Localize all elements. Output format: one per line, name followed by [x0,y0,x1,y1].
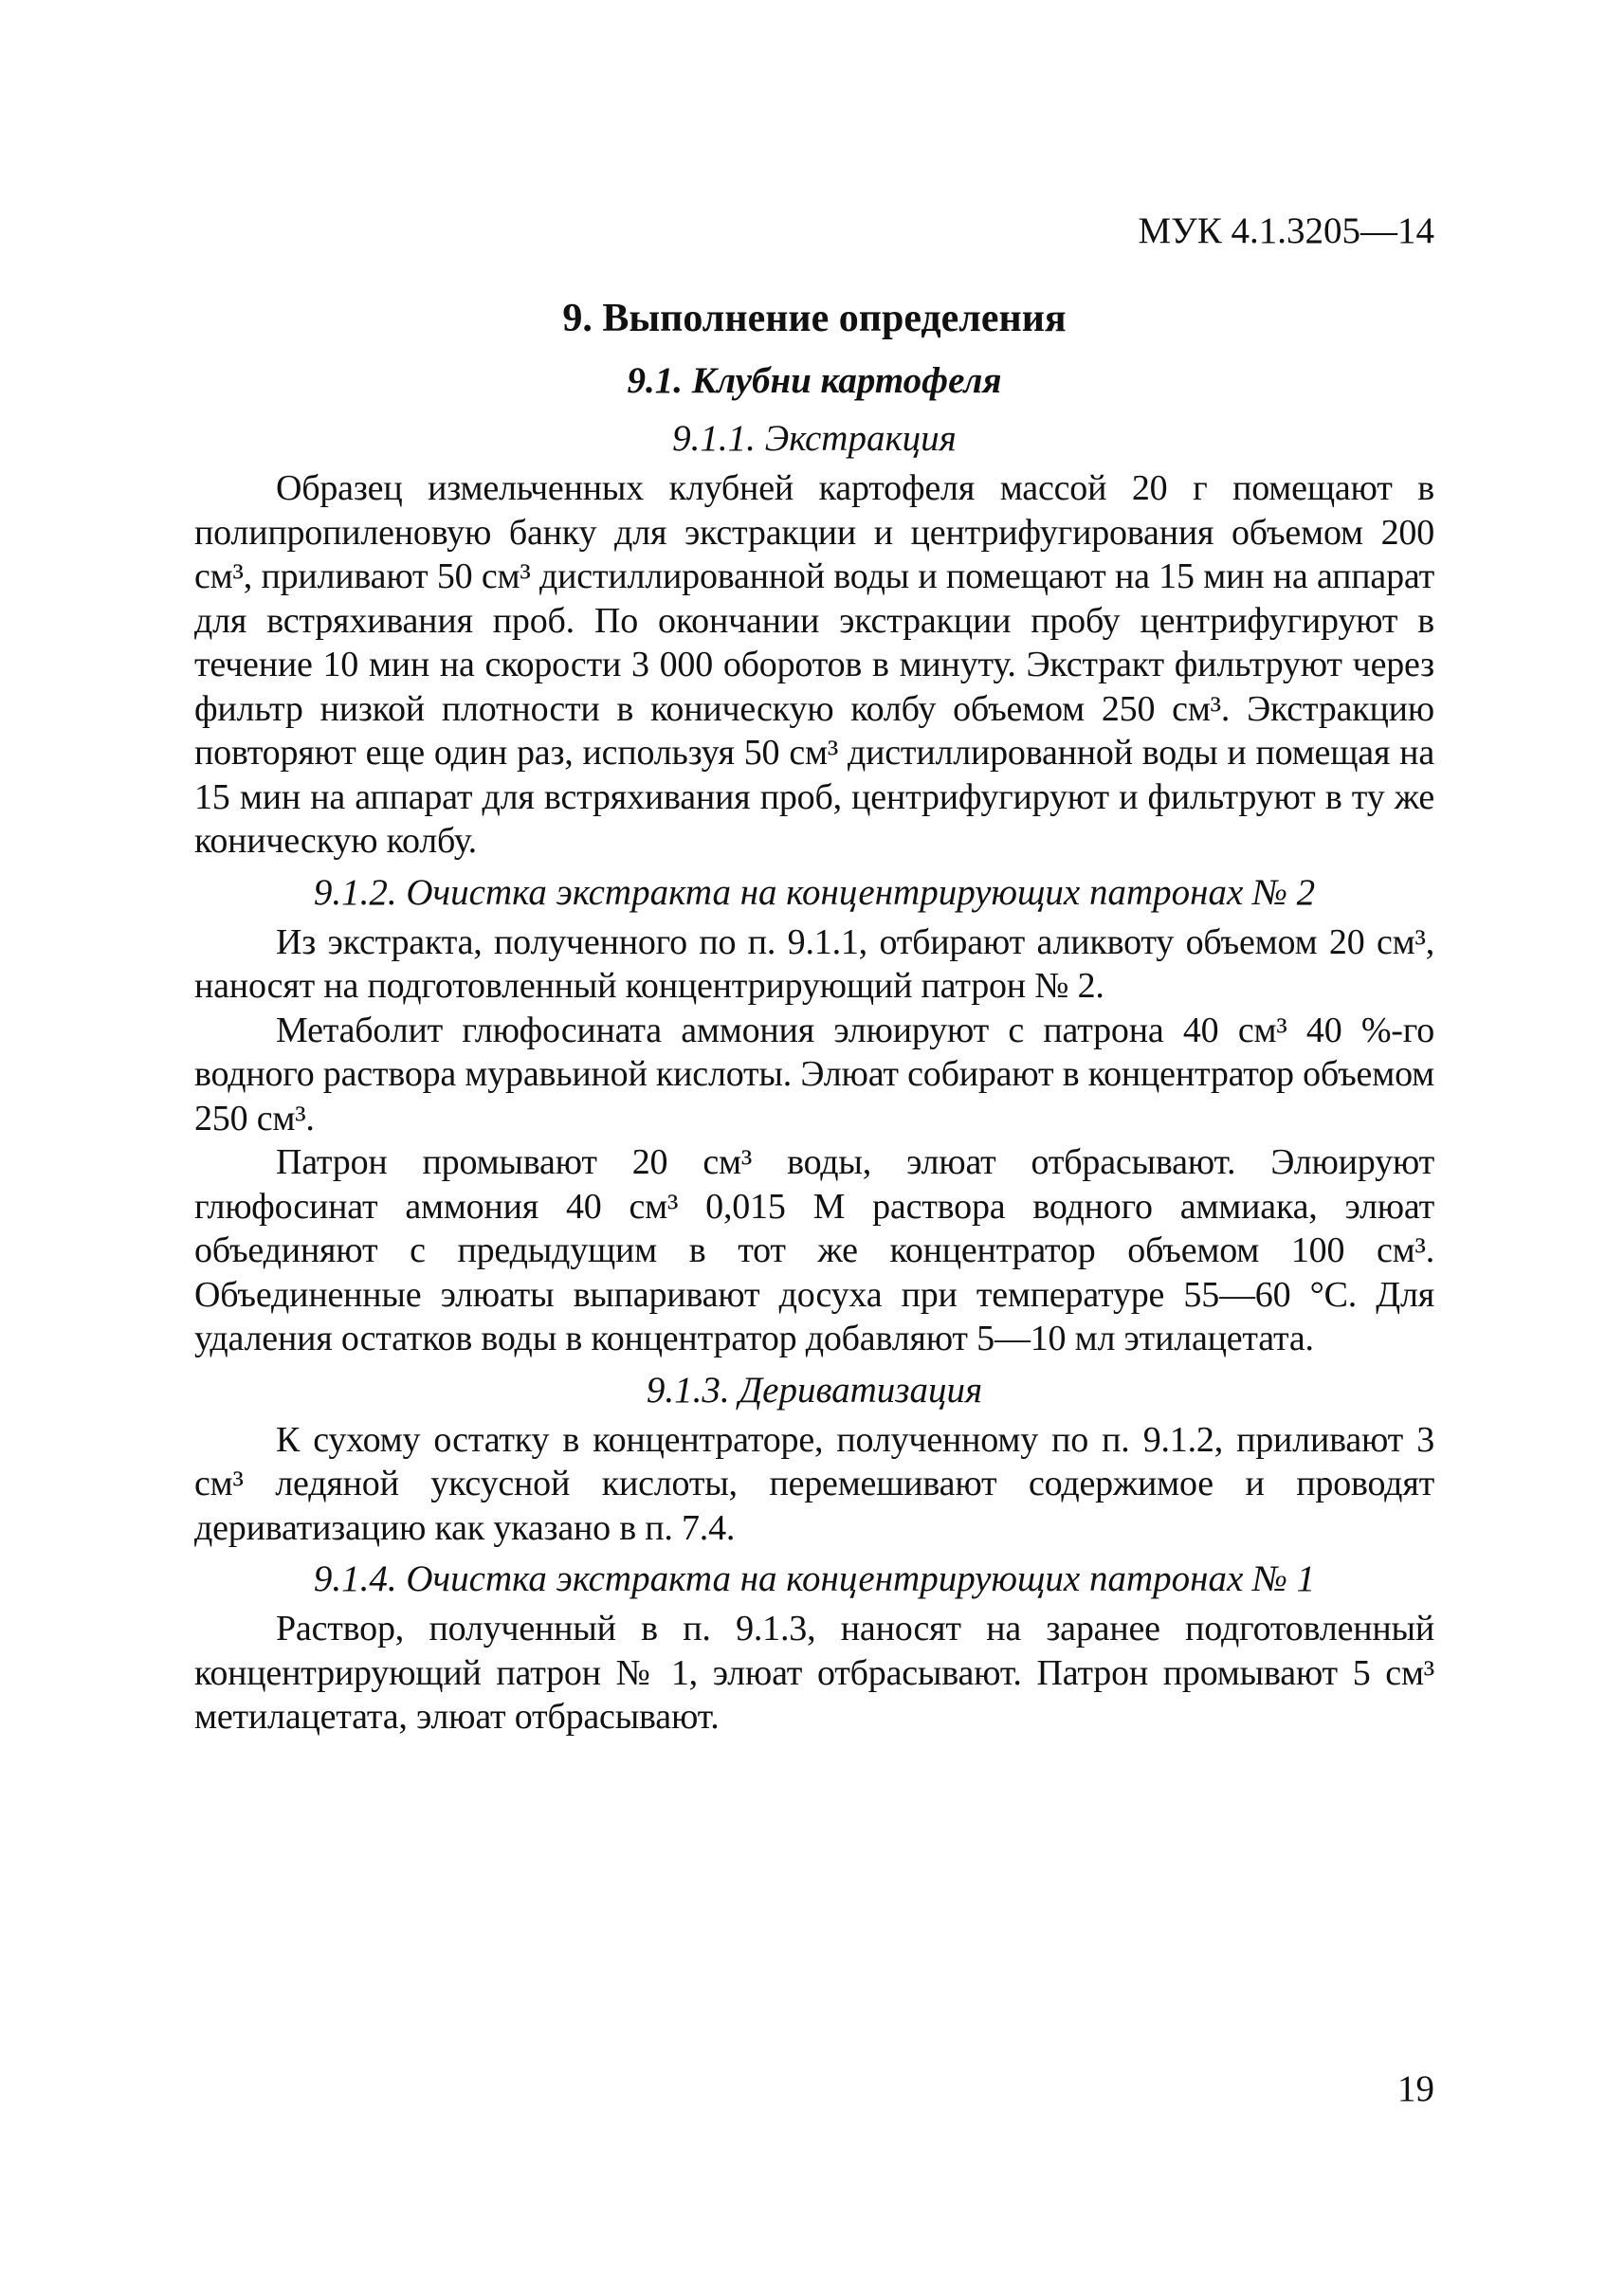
block-cleanup-cartridge-2 [194,869,1434,1361]
block-title: 9.1.2. Очистка экстракта на концентрирующих патронах № 2 [313,871,1316,913]
paragraph: Патрон промывают 20 см³ воды, элюат отбрасывают. Элюируют глюфосинат аммония 40 см³ 0,015 М раствора водного аммиака, элюат объединяют с предыдущим в тот же концентратор объемом 100 см³. Объединенные элюаты выпаривают досуха при температуре 55—60 °С. Для удаления остатков воды в концентратор добавляют 5—10 мл этилацетата. [194,1142,1434,1358]
block-extraction [194,415,1434,864]
document-code-header: МУК 4.1.3205—14 [1138,210,1434,251]
paragraph: Образец измельченных клубней картофеля массой 20 г помещают в полипропиленовую банку для экстракции и центрифугирования объемом 200 см³, приливают 50 см³ дистиллированной воды и помещают на 15 мин на аппарат для встряхивания проб. По окончании экстракции пробу центрифугируют в течение 10 мин на скорости 3 000 оборотов в минуту. Экстракт фильтруют через фильтр низкой плотности в коническую колбу объемом 250 см³. Экстракцию повторяют еще один раз, используя 50 см³ дистиллированной воды и помещая на 15 мин на аппарат для встряхивания проб, центрифугируют и фильтруют в ту же коническую колбу. [194,468,1434,861]
paragraph: Раствор, полученный в п. 9.1.3, наносят на заранее подготовленный концентрирующий патрон № 1, элюат отбрасывают. Патрон промывают 5 см³ метилацетата, элюат отбрасывают. [194,1609,1434,1737]
paragraph: Метаболит глюфосината аммония элюируют с патрона 40 см³ 40 %-го водного раствора муравьиной кислоты. Элюат собирают в концентратор объемом 250 см³. [194,1010,1434,1138]
page-number: 19 [1397,2068,1434,2109]
paragraph: Из экстракта, полученного по п. 9.1.1, отбирают аликвоту объемом 20 см³, наносят на подготовленный концентрирующий патрон № 2. [194,921,1434,1006]
block-title: 9.1.3. Дериватизация [646,1369,983,1411]
subsection-title: 9.1. Клубни картофеля [627,360,1002,401]
block-cleanup-cartridge-1 [194,1556,1434,1739]
block-title: 9.1.1. Экстракция [672,418,957,459]
section-title: 9. Выполнение определения [562,297,1067,340]
block-derivatization [194,1367,1434,1551]
block-title: 9.1.4. Очистка экстракта на концентрирующих патронах № 1 [313,1558,1316,1599]
document-page [194,209,1434,1739]
paragraph: К сухому остатку в концентраторе, полученному по п. 9.1.2, приливают 3 см³ ледяной уксусной кислоты, перемешивают содержимое и проводят дериватизацию как указано в п. 7.4. [194,1419,1434,1548]
